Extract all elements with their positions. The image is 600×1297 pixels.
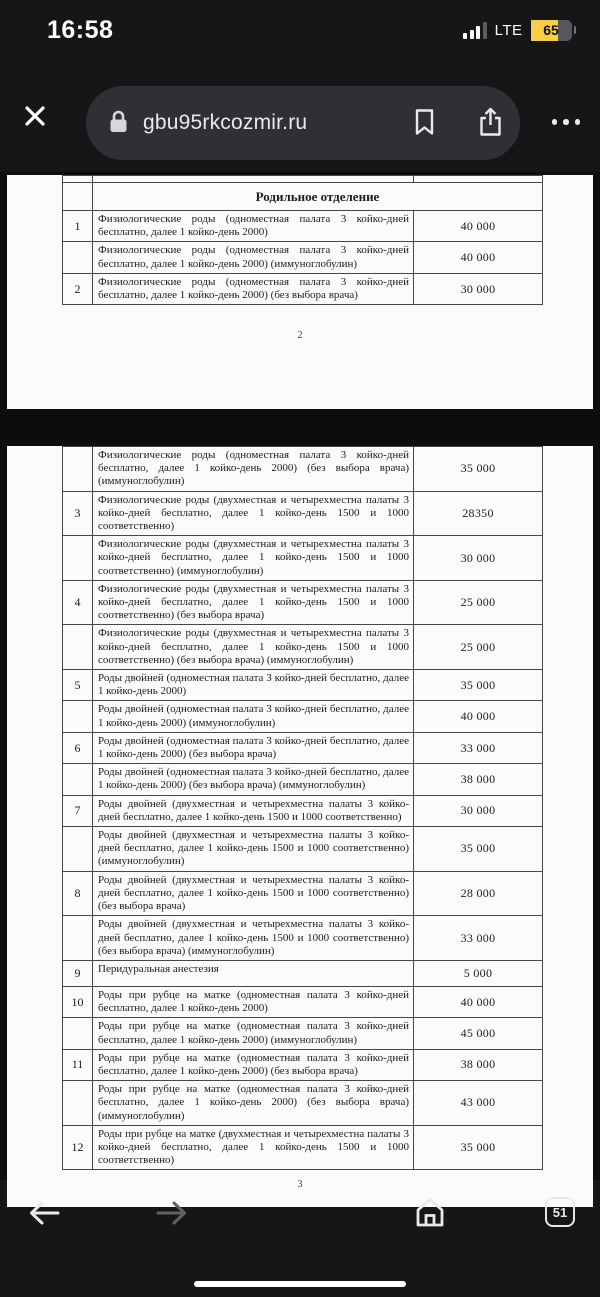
service-price: 5 000 xyxy=(463,965,493,980)
page-number: 2 xyxy=(297,330,303,342)
table-row xyxy=(63,1081,542,1126)
ellipsis-icon xyxy=(552,119,581,125)
signal-strength-icon xyxy=(463,22,487,39)
service-description: Роды при рубце на матке (одноместная палата 3 койко-дней бесплатно, далее 1 койко-день 2000) (иммуноглобулин) xyxy=(93,1018,414,1048)
table-row xyxy=(63,701,542,732)
service-price: 35 000 xyxy=(460,461,496,476)
table-row xyxy=(63,733,542,764)
row-number: 10 xyxy=(63,987,93,1017)
table-row xyxy=(63,242,542,273)
service-price: 35 000 xyxy=(460,677,496,692)
table-row xyxy=(63,536,542,581)
home-button[interactable] xyxy=(412,1194,448,1233)
pdf-page-3 xyxy=(7,446,593,1207)
table-row xyxy=(63,211,542,242)
service-price: 40 000 xyxy=(460,250,496,265)
row-number xyxy=(63,242,93,272)
table-row xyxy=(63,625,542,670)
service-description: Роды при рубце на матке (одноместная палата 3 койко-дней бесплатно, далее 1 койко-день 2000) xyxy=(93,987,414,1017)
service-price: 35 000 xyxy=(460,841,496,856)
table-row xyxy=(63,796,542,827)
row-number xyxy=(63,536,93,580)
service-description: Роды при рубце на матке (одноместная палата 3 койко-дней бесплатно, далее 1 койко-день 2000) (без выбора врача) (иммуноглобулин) xyxy=(93,1081,414,1125)
page-gap xyxy=(0,409,600,422)
service-price: 38 000 xyxy=(460,1057,496,1072)
service-price: 33 000 xyxy=(460,930,496,945)
back-button[interactable] xyxy=(26,1198,62,1231)
lock-icon xyxy=(108,108,129,139)
row-number: 2 xyxy=(63,274,93,304)
table-row xyxy=(63,1126,542,1171)
bookmark-icon xyxy=(412,107,437,140)
table-row xyxy=(63,961,542,987)
row-number: 4 xyxy=(63,581,93,625)
service-description: Физиологические роды (двухместная и четырехместна палаты 3 койко-дней бесплатно, далее 1 койко-день 1500 и 1000 соответственно) (без выбора врача) (иммуноглобулин) xyxy=(93,625,414,669)
tab-count: 51 xyxy=(552,1204,568,1220)
share-button[interactable] xyxy=(477,106,504,141)
service-price: 35 000 xyxy=(460,1140,496,1155)
pdf-page-2 xyxy=(7,175,593,409)
row-number: 7 xyxy=(63,796,93,826)
service-price: 38 000 xyxy=(460,771,496,786)
price-table-page-3 xyxy=(62,446,543,1170)
service-price: 43 000 xyxy=(460,1095,496,1110)
row-number xyxy=(63,447,93,491)
table-row xyxy=(63,581,542,626)
page-number: 3 xyxy=(297,1179,303,1191)
share-icon xyxy=(477,106,504,141)
row-number: 11 xyxy=(63,1050,93,1080)
row-number: 1 xyxy=(63,211,93,241)
close-icon xyxy=(19,120,51,135)
row-number: 9 xyxy=(63,961,93,986)
section-title: Родильное отделение xyxy=(255,188,380,204)
url-text: gbu95rkcozmir.ru xyxy=(143,111,308,134)
service-description: Физиологические роды (двухместная и четырехместна палаты 3 койко-дней бесплатно, далее 1 койко-день 1500 и 1000 соответственно) (без выбора врача) xyxy=(93,581,414,625)
service-description: Роды двойней (двухместная и четырехместна палаты 3 койко-дней бесплатно, далее 1 койко-день 1500 и 1000 соответственно) (без выбора врача) (иммуноглобулин) xyxy=(93,916,414,960)
table-row xyxy=(63,1018,542,1049)
service-description: Роды при рубце на матке (одноместная палата 3 койко-дней бесплатно, далее 1 койко-день 2000) (без выбора врача) xyxy=(93,1050,414,1080)
clipped-row xyxy=(63,176,542,183)
row-number xyxy=(63,1081,93,1125)
row-number xyxy=(63,764,93,794)
menu-button[interactable] xyxy=(544,104,588,140)
home-indicator[interactable] xyxy=(194,1281,406,1287)
row-number xyxy=(63,916,93,960)
service-price: 40 000 xyxy=(460,218,496,233)
service-description: Роды двойней (одноместная палата 3 койко-дней бесплатно, далее 1 койко-день 2000) xyxy=(93,670,414,700)
service-description: Роды двойней (одноместная палата 3 койко-дней бесплатно, далее 1 койко-день 2000) (без выбора врача) xyxy=(93,733,414,763)
row-number xyxy=(63,1018,93,1048)
service-description: Физиологические роды (одноместная палата 3 койко-дней бесплатно, далее 1 койко-день 2000) (без выбора врача) (иммуноглобулин) xyxy=(93,447,414,491)
address-bar[interactable] xyxy=(86,86,520,160)
status-indicators xyxy=(463,0,576,60)
back-arrow-icon xyxy=(26,1216,62,1231)
service-description: Физиологические роды (двухместная и четырехместна палаты 3 койко-дней бесплатно, далее 1 койко-день 1500 и 1000 соответственно) xyxy=(93,492,414,536)
address-bar-actions xyxy=(412,106,504,141)
service-description: Роды двойней (двухместная и четырехместна палаты 3 койко-дней бесплатно, далее 1 койко-день 1500 и 1000 соответственно) xyxy=(93,796,414,826)
service-price: 30 000 xyxy=(460,803,496,818)
service-description: Роды двойней (двухместная и четырехместна палаты 3 койко-дней бесплатно, далее 1 койко-день 1500 и 1000 соответственно) (без выбора врача) xyxy=(93,872,414,916)
row-number xyxy=(63,827,93,871)
row-number: 6 xyxy=(63,733,93,763)
service-description: Физиологические роды (двухместная и четырехместна палаты 3 койко-дней бесплатно, далее 1 койко-день 1500 и 1000 соответственно) (иммуноглобулин) xyxy=(93,536,414,580)
service-price: 28 000 xyxy=(460,885,496,900)
forward-arrow-icon xyxy=(154,1216,190,1231)
bookmark-button[interactable] xyxy=(412,107,437,140)
forward-button[interactable] xyxy=(154,1198,190,1231)
table-row xyxy=(63,492,542,537)
service-price: 30 000 xyxy=(460,550,496,565)
document-viewport[interactable] xyxy=(0,172,600,1191)
status-bar xyxy=(0,0,600,60)
table-row xyxy=(63,670,542,701)
table-row xyxy=(63,764,542,795)
service-price: 25 000 xyxy=(460,595,496,610)
table-row xyxy=(63,274,542,305)
battery-cap xyxy=(574,26,577,34)
service-description: Физиологические роды (одноместная палата 3 койко-дней бесплатно, далее 1 койко-день 2000) (иммуноглобулин) xyxy=(93,242,414,272)
network-type-label: LTE xyxy=(494,21,523,39)
section-header-row xyxy=(63,183,542,211)
service-description: Роды двойней (одноместная палата 3 койко-дней бесплатно, далее 1 койко-день 2000) (без выбора врача) (иммуноглобулин) xyxy=(93,764,414,794)
table-row xyxy=(63,872,542,917)
table-row xyxy=(63,1050,542,1081)
service-price: 33 000 xyxy=(460,740,496,755)
service-description: Роды двойней (одноместная палата 3 койко-дней бесплатно, далее 1 койко-день 2000) (иммуноглобулин) xyxy=(93,701,414,731)
clock: 16:58 xyxy=(47,16,114,44)
row-number xyxy=(63,625,93,669)
table-row xyxy=(63,827,542,872)
row-number: 5 xyxy=(63,670,93,700)
service-description: Физиологические роды (одноместная палата 3 койко-дней бесплатно, далее 1 койко-день 2000) (без выбора врача) xyxy=(93,274,414,304)
battery-percent: 65 xyxy=(543,22,559,38)
price-table-page-2 xyxy=(62,175,543,305)
row-number: 12 xyxy=(63,1126,93,1170)
service-price: 30 000 xyxy=(460,281,496,296)
browser-toolbar xyxy=(0,60,600,172)
service-price: 28350 xyxy=(462,505,494,520)
row-number: 3 xyxy=(63,492,93,536)
service-description: Роды при рубце на матке (двухместная и четырехместна палаты 3 койко-дней бесплатно, далее 1 койко-день 1500 и 1000 соответственно) xyxy=(93,1126,414,1170)
battery-icon xyxy=(531,20,572,41)
home-icon xyxy=(412,1218,448,1233)
table-row xyxy=(63,447,542,492)
table-row xyxy=(63,987,542,1018)
service-price: 40 000 xyxy=(460,709,496,724)
row-number xyxy=(63,701,93,731)
service-description: Физиологические роды (одноместная палата 3 койко-дней бесплатно, далее 1 койко-день 2000) xyxy=(93,211,414,241)
service-price: 25 000 xyxy=(460,639,496,654)
service-description: Перидуральная анестезия xyxy=(93,961,414,986)
row-number: 8 xyxy=(63,872,93,916)
bottom-toolbar xyxy=(0,1180,600,1297)
close-button[interactable] xyxy=(18,100,52,134)
table-row xyxy=(63,916,542,961)
service-price: 45 000 xyxy=(460,1026,496,1041)
service-description: Роды двойней (двухместная и четырехместна палаты 3 койко-дней бесплатно, далее 1 койко-день 1500 и 1000 соответственно) (иммуноглобулин) xyxy=(93,827,414,871)
service-price: 40 000 xyxy=(460,994,496,1009)
tab-switcher-button[interactable] xyxy=(545,1197,575,1227)
